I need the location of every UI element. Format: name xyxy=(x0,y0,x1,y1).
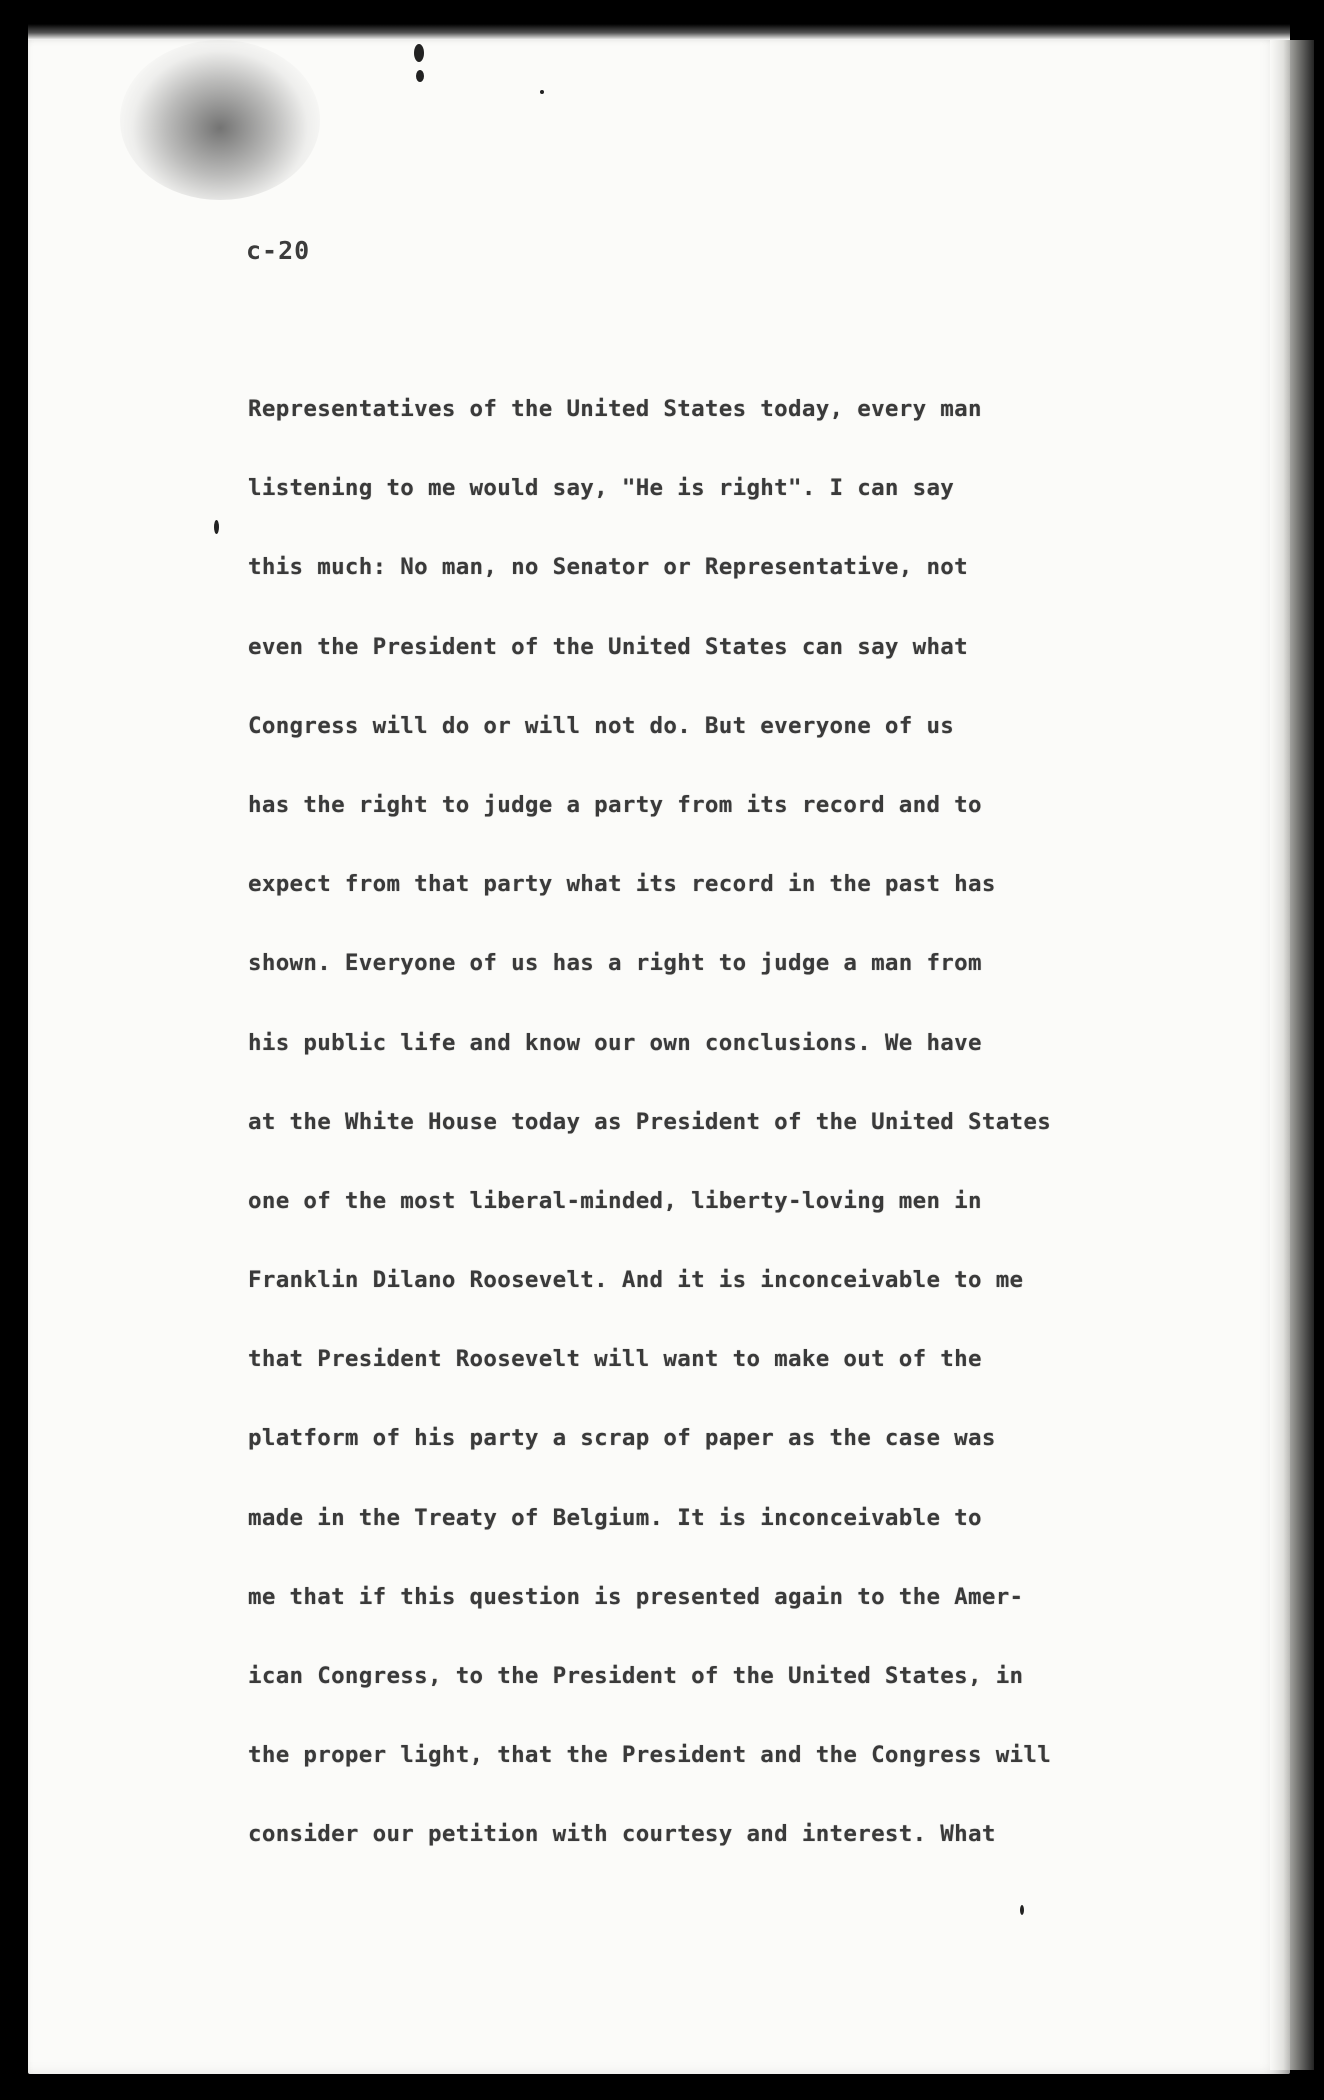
text-line: me that if this question is presented again to the Amer- xyxy=(248,1583,1024,1610)
ink-speck xyxy=(214,520,219,534)
text-line: consider our petition with courtesy and interest. What xyxy=(248,1821,996,1848)
text-line: made in the Treaty of Belgium. It is inconceivable to xyxy=(248,1504,982,1531)
text-line: at the White House today as President of the United States xyxy=(248,1108,1052,1135)
page-reference: c-20 xyxy=(246,236,311,265)
text-line: has the right to judge a party from its record and to xyxy=(248,791,982,818)
ink-speck xyxy=(1020,1905,1024,1915)
body-text xyxy=(248,384,1178,1889)
ink-speck xyxy=(414,44,424,62)
text-line: that President Roosevelt will want to make out of the xyxy=(248,1346,982,1373)
paper-right-edge xyxy=(1270,40,1314,2070)
text-line: Franklin Dilano Roosevelt. And it is inconceivable to me xyxy=(248,1267,1024,1294)
text-line: one of the most liberal-minded, liberty-loving men in xyxy=(248,1187,982,1214)
text-line: ican Congress, to the President of the United States, in xyxy=(248,1663,1024,1689)
paper-top-edge xyxy=(28,24,1290,40)
text-line: expect from that party what its record in the past has xyxy=(248,871,996,898)
text-line: this much: No man, no Senator or Representative, not xyxy=(248,554,968,581)
text-line: platform of his party a scrap of paper as the case was xyxy=(248,1425,996,1452)
text-line: Congress will do or will not do. But everyone of us xyxy=(248,712,955,739)
text-line: his public life and know our own conclusions. We have xyxy=(248,1029,982,1056)
ink-speck xyxy=(540,90,544,94)
text-line: listening to me would say, "He is right". I can say xyxy=(248,475,955,502)
text-line: the proper light, that the President and the Congress will xyxy=(248,1742,1052,1769)
text-line: Representatives of the United States today, every man xyxy=(248,396,982,422)
ink-speck xyxy=(416,70,424,82)
text-line: even the President of the United States can say what xyxy=(248,633,968,660)
ink-smudge xyxy=(120,40,320,200)
text-line: shown. Everyone of us has a right to judge a man from xyxy=(248,950,982,977)
